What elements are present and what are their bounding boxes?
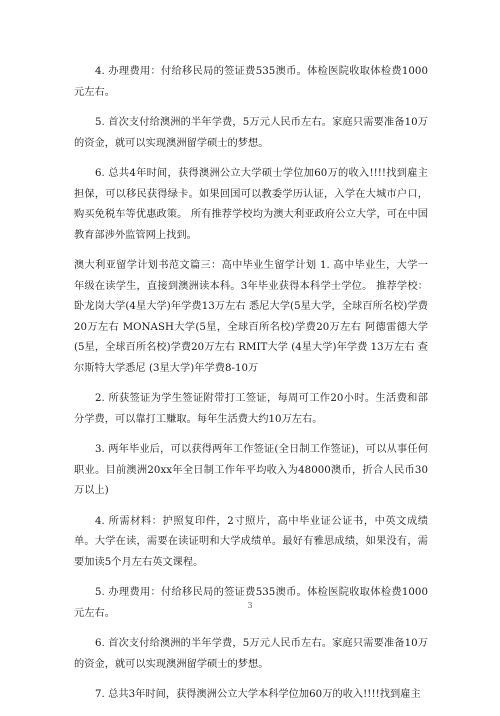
document-body [74, 62, 428, 716]
paragraph-fee-repeat: 5. 办理费用：付给移民局的签证费535澳币。体检医院收取体检费1000元左右。 [74, 587, 428, 619]
paragraph-outcome: 6. 总共4年时间，获得澳洲公立大学硕士学位加60万的收入!!!!找到雇主担保，可以移民获得绿卡。如果回国可以教委学历认证，入学在大城市户口，购买免税车等优惠政策。 所有推荐学校均为澳大利亚政府公立大学，可在中国教育部涉外监管网上找到。 [74, 168, 428, 241]
paragraph-first-payment: 5. 首次支付给澳洲的半年学费，5万元人民币左右。家庭只需要准备10万的资金，就可以实现澳洲留学硕士的梦想。 [74, 117, 428, 149]
paragraph-first-payment-repeat: 6. 首次支付给澳洲的半年学费，5万元人民币左右。家庭只需要准备10万的资金，就可以实现澳洲留学硕士的梦想。 [74, 638, 428, 670]
paragraph-fee: 4. 办理费用：付给移民局的签证费535澳币。体检医院收取体检费1000元左右。 [74, 66, 428, 98]
page-number: 3 [247, 601, 253, 610]
paragraph-visa: 2. 所获签证为学生签证附带打工签证，每周可工作20小时。生活费和部分学费，可以靠打工赚取。每年生活费大约10万左右。 [74, 393, 428, 425]
paragraph-outcome-bachelor: 7. 总共3年时间，获得澳洲公立大学本科学位加60万的收入!!!!找到雇主 [95, 689, 421, 700]
paragraph-materials: 4. 所需材料：护照复印件，2寸照片，高中毕业证公证书，中英文成绩单。大学在读，需要在读证明和大学成绩单。最好有雅思成绩，如果没有，需要加读5个月左右英文课程。 [74, 515, 428, 568]
paragraph-work-visa: 3. 两年毕业后，可以获得两年工作签证(全日制工作签证)，可以从事任何职业。目前澳洲20xx年全日制工作年平均收入为48000澳币，折合人民币30万以上) [74, 444, 428, 496]
paragraph-section-three: 澳大利亚留学计划书范文篇三：高中毕业生留学计划 1. 高中毕业生，大学一年级在读学生，直接到澳洲读本科。3年毕业获得本科学士学位。 推荐学校：卧龙岗大学(4星大学)年学费13万左右 悉尼大学(5星大学，全球百所名校)学费20万左右 MONASH大学(5星，全球百所名校)学费20万左右 阿德雷德大学(5星，全球百所名校)学费20万左右 RMIT大学 (4星大学)年学费 13万左右 查尔斯特大学悉尼 (3星大学)年学费8-10万 [74, 260, 428, 374]
